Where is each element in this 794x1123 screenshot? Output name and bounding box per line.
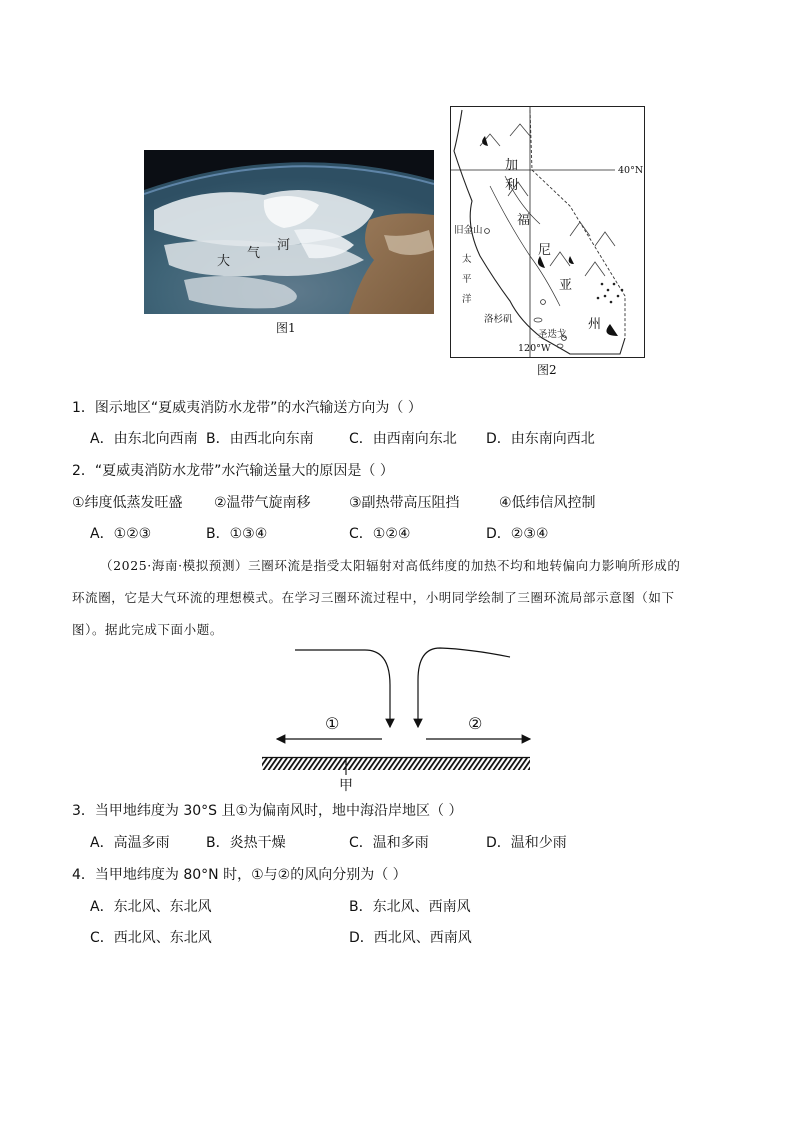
q2-option-d[interactable]: D．②③④ [486,526,549,542]
q2-option-a[interactable]: A．①②③ [90,526,152,542]
state-char-2: 利 [505,178,519,193]
wind-label-1: ① [325,714,340,733]
figure-1-caption: 图1 [276,321,296,335]
point-jia-label: 甲 [339,778,353,794]
state-char-4: 尼 [538,243,552,258]
city-los-angeles: 洛杉矶 [484,314,513,325]
q3-option-a[interactable]: A．高温多雨 [90,835,170,851]
circulation-diagram-svg [260,645,535,795]
atmospheric-river-label-3: 河 [277,238,291,253]
atmospheric-river-label-1: 大 [217,254,231,269]
lat-40n-label: 40°N [618,165,644,176]
state-char-3: 福 [517,213,531,228]
figure-2 [450,106,645,358]
city-san-diego: 圣迭戈 [538,329,567,340]
q4-option-c[interactable]: C．西北风、东北风 [90,930,212,946]
state-char-1: 加 [505,158,519,173]
passage-line-2: 环流圈，它是大气环流的理想模式。在学习三圈环流过程中，小明同学绘制了三圈环流局部示意图（如下 [72,590,675,605]
figure-2-caption: 图2 [537,363,557,377]
q1-option-c[interactable]: C．由西南向东北 [349,431,457,447]
satellite-image [144,150,434,314]
q1-option-a[interactable]: A．由东北向西南 [90,431,198,447]
q2-option-b[interactable]: B．①③④ [206,526,268,542]
q4-option-a[interactable]: A．东北风、东北风 [90,899,212,915]
q2-item-3: ③副热带高压阻挡 [349,495,460,511]
state-char-5: 亚 [559,278,573,293]
q1-option-b[interactable]: B．由西北向东南 [206,431,314,447]
ocean-char-3: 洋 [462,294,472,305]
q2-option-c[interactable]: C．①②④ [349,526,411,542]
circulation-diagram [260,645,535,795]
wind-label-2: ② [468,714,483,733]
q1-option-d[interactable]: D．由东南向西北 [486,431,595,447]
state-char-6: 州 [588,317,602,332]
q3-option-b[interactable]: B．炎热干燥 [206,835,286,851]
city-san-francisco: 旧金山 [454,225,483,236]
question-1-stem: 1．图示地区“夏威夷消防水龙带”的水汽输送方向为（ ） [72,400,422,416]
passage-line-1: （2025·海南·模拟预测）三圈环流是指受太阳辐射对高低纬度的加热不均和地转偏向力影响所形成的 [100,558,681,573]
q3-option-c[interactable]: C．温和多雨 [349,835,429,851]
question-4-stem: 4．当甲地纬度为 80°N 时，①与②的风向分别为（ ） [72,867,407,883]
ocean-char-2: 平 [462,274,472,285]
question-3-stem: 3．当甲地纬度为 30°S 且①为偏南风时，地中海沿岸地区（ ） [72,803,463,819]
question-2-stem: 2．“夏威夷消防水龙带”水汽输送量大的原因是（ ） [72,463,394,479]
q4-option-d[interactable]: D．西北风、西南风 [349,930,472,946]
q2-item-2: ②温带气旋南移 [214,495,311,511]
passage-line-3: 图）。据此完成下面小题。 [72,622,223,637]
lon-120w-label: 120°W [518,343,551,354]
q2-item-4: ④低纬信风控制 [499,495,596,511]
q4-option-b[interactable]: B．东北风、西南风 [349,899,471,915]
q3-option-d[interactable]: D．温和少雨 [486,835,567,851]
atmospheric-river-label-2: 气 [247,246,261,261]
ocean-char-1: 太 [462,254,472,265]
q2-item-1: ①纬度低蒸发旺盛 [72,495,183,511]
figure-1 [144,150,434,314]
